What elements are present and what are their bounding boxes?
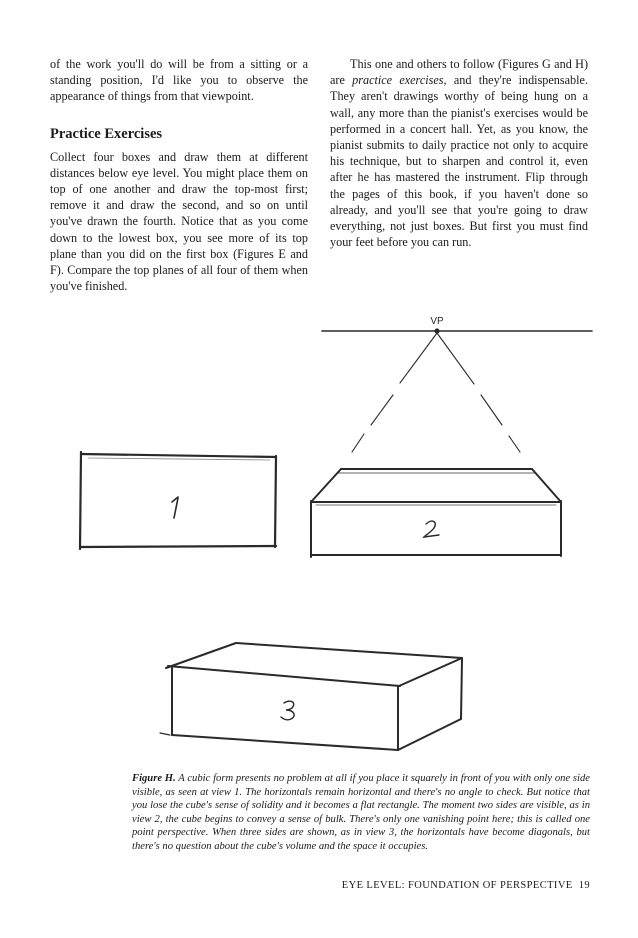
running-footer — [334, 880, 590, 891]
section-heading: Practice Exercises — [50, 125, 163, 142]
view-2-numeral — [424, 521, 439, 537]
figure-caption — [132, 772, 590, 854]
view-3-box — [160, 643, 462, 750]
view-3-numeral — [281, 701, 294, 720]
right-paragraph-1 — [330, 56, 588, 250]
vp-label: VP — [430, 316, 444, 327]
right-paragraph-text-b: and they're indispensable. They aren't drawings worthy of being hung on a wall, any more than the pianist's exercises would be performed in a concert hall. Yet, as you know, the pianist submits to daily practice not only to acquire his technique, but to sharpen and control it, even after he has mastered the instrument. Flip through the pages of this book, if you haven't done so already, and you'll see that you're going to draw everything, not just boxes. But first you must find your feet before you can run. — [330, 73, 588, 250]
caption-text: A cubic form presents no problem at all if you place it squarely in front of you with only one side visible, as seen at view 1. The horizontals remain horizontal and there's no angle to check. But notice that you lose the cube's sense of solidity and it becomes a flat rectangle. The moment two sides are visible, as in view 2, the cube begins to convey a sense of bulk. There's only one vanishing point here; this is called one point perspective. When three sides are shown, as in view 3, the horizontals have become diagonals, but there's no question about the cube's volume and the space it occupies. — [132, 773, 590, 852]
right-paragraph-text-a: This one and others to follow (Figures G and H) are — [330, 57, 588, 88]
right-paragraph-emphasis: practice exercises, — [352, 73, 447, 88]
view-2-box — [311, 469, 561, 557]
right-column — [330, 56, 588, 250]
caption-label: Figure H. — [132, 773, 176, 784]
left-column — [50, 56, 308, 294]
left-paragraph-2: Collect four boxes and draw them at different distances below eye level. You might place them on top of one another and draw the top-most first; remove it and draw the second, and so on until you've drawn the fourth. Notice that as you come down to the lowest box, you see more of its top plane than you did on the first box (Figures E and F). Compare the top planes of all four of them when you've finished. — [50, 149, 308, 294]
figure-h-drawing — [0, 300, 638, 770]
vanishing-lines — [352, 333, 520, 452]
running-head: EYE LEVEL: FOUNDATION OF PERSPECTIVE — [341, 880, 573, 891]
view-1-numeral — [172, 497, 178, 518]
left-paragraph-1: of the work you'll do will be from a sitting or a standing position, I'd like you to observe the appearance of things from that viewpoint. — [50, 57, 308, 104]
page-number: 19 — [578, 880, 590, 891]
